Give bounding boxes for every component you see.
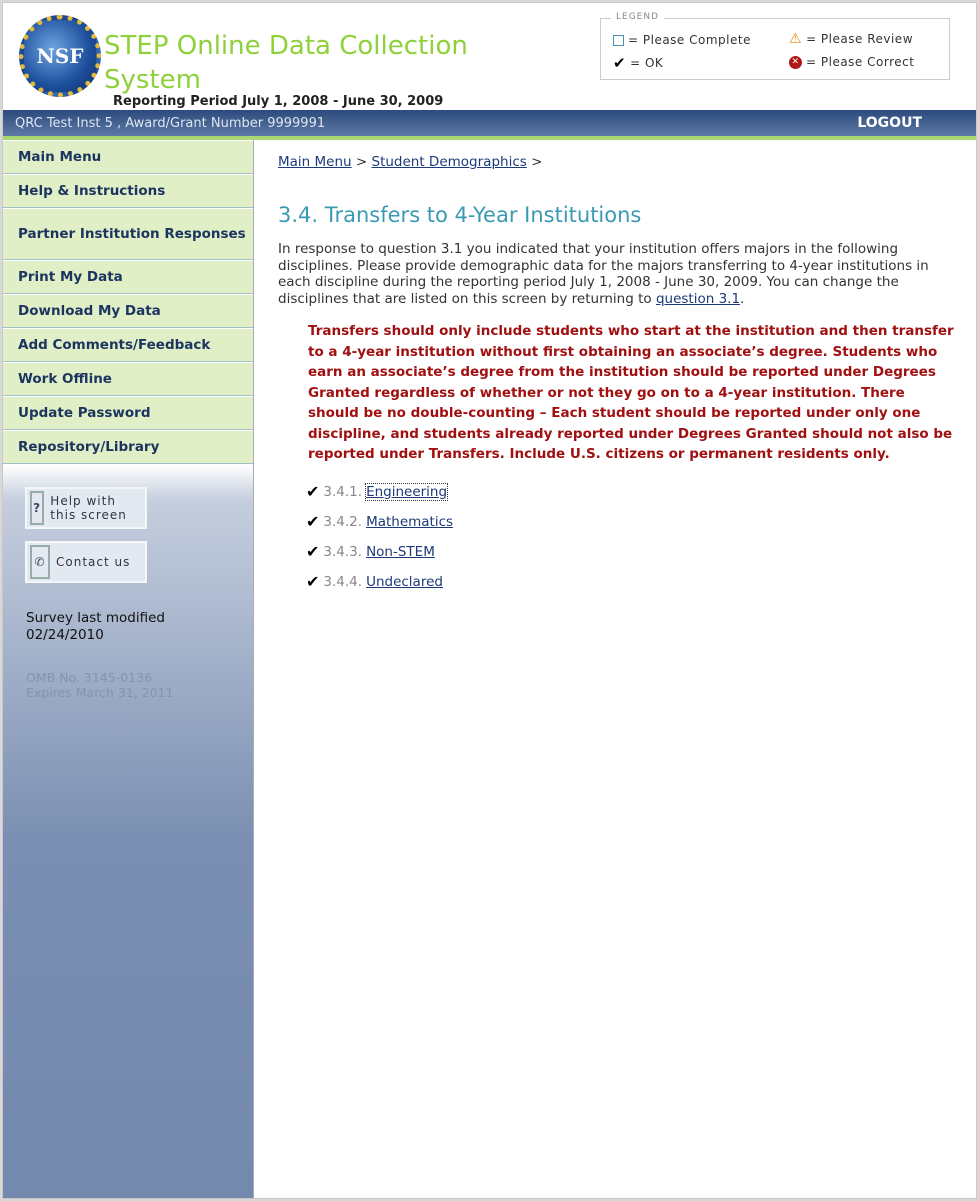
list-item	[306, 477, 958, 507]
header	[3, 3, 976, 111]
legend-review: = Please Review	[806, 32, 914, 46]
sidebar-item-comments[interactable]: Add Comments/Feedback	[3, 328, 253, 362]
legend-ok: = OK	[630, 56, 664, 70]
question-3-1-link[interactable]: question 3.1	[655, 290, 741, 307]
nsf-logo: NSF	[19, 15, 101, 97]
page	[2, 2, 977, 1199]
sidebar-item-main-menu[interactable]: Main Menu	[3, 140, 253, 174]
item-number: 3.4.1.	[323, 483, 363, 500]
contact-us-label: Contact us	[56, 555, 131, 569]
user-info: QRC Test Inst 5 , Award/Grant Number 9999991	[15, 115, 326, 131]
intro-text	[278, 241, 958, 307]
contact-us-button[interactable]	[25, 541, 147, 583]
omb-number: OMB No. 3145-0136	[26, 670, 153, 685]
item-number: 3.4.4.	[323, 573, 363, 590]
item-number: 3.4.3.	[323, 543, 363, 560]
warning-icon: ⚠	[789, 31, 803, 47]
intro-body: In response to question 3.1 you indicated that your institution offers majors in the following disciplines. Please provide demographic data for the majors transferring to 4-year institutions in each discipline during the reporting period July 1, 2008 - June 30, 2009. You can change the disciplines that are listed on this screen by returning to	[278, 241, 929, 307]
breadcrumb-student-demographics[interactable]: Student Demographics	[371, 154, 527, 170]
empty-box-icon	[613, 35, 624, 46]
check-icon: ✔	[306, 482, 320, 501]
check-icon: ✔	[306, 512, 320, 531]
modified-label: Survey last modified	[26, 610, 166, 626]
sidebar	[3, 140, 254, 1198]
check-icon: ✔	[613, 54, 627, 72]
breadcrumb-sep: >	[355, 154, 368, 170]
breadcrumb-sep: >	[531, 154, 543, 170]
list-item	[306, 537, 958, 567]
sidebar-item-partner-responses[interactable]: Partner Institution Responses	[3, 208, 253, 260]
phone-icon: ✆	[30, 545, 50, 579]
modified-date: 02/24/2010	[26, 627, 104, 643]
mathematics-link[interactable]: Mathematics	[366, 513, 454, 530]
legend-correct: = Please Correct	[806, 55, 915, 69]
check-icon: ✔	[306, 572, 320, 591]
help-screen-button[interactable]	[25, 487, 147, 529]
non-stem-link[interactable]: Non-STEM	[366, 543, 435, 560]
logout-button[interactable]: LOGOUT	[857, 115, 922, 131]
list-item	[306, 507, 958, 537]
sidebar-item-help[interactable]: Help & Instructions	[3, 174, 253, 208]
intro-end: .	[740, 290, 745, 307]
app-title: STEP Online Data Collection System	[104, 31, 468, 95]
top-bar	[3, 110, 976, 136]
check-icon: ✔	[306, 542, 320, 561]
legend	[600, 12, 950, 80]
breadcrumb-main-menu[interactable]: Main Menu	[278, 154, 352, 170]
omb-expires: Expires March 31, 2011	[26, 685, 174, 700]
error-icon: ✕	[789, 56, 802, 69]
survey-modified	[26, 610, 165, 644]
page-title: 3.4. Transfers to 4-Year Institutions	[278, 203, 642, 227]
help-screen-label: Help with this screen	[50, 494, 127, 522]
breadcrumb	[278, 154, 958, 170]
question-icon: ?	[30, 491, 44, 525]
discipline-list	[306, 477, 958, 597]
legend-title: LEGEND	[611, 12, 664, 22]
sidebar-item-update-password[interactable]: Update Password	[3, 396, 253, 430]
item-number: 3.4.2.	[323, 513, 363, 530]
omb-info	[26, 670, 174, 700]
sidebar-item-work-offline[interactable]: Work Offline	[3, 362, 253, 396]
undeclared-link[interactable]: Undeclared	[366, 573, 443, 590]
sidebar-item-print[interactable]: Print My Data	[3, 260, 253, 294]
sidebar-item-download[interactable]: Download My Data	[3, 294, 253, 328]
list-item	[306, 567, 958, 597]
engineering-link[interactable]: Engineering	[366, 483, 448, 500]
legend-complete: = Please Complete	[628, 33, 751, 47]
main-content	[278, 140, 958, 597]
warning-text: Transfers should only include students who start at the institution and then transfer to a 4-year institution without first obtaining an associate’s degree. Students who earn an associate’s degree from the institution should be reported under Degrees Granted regardless of whether or not they go on to a 4-year institution. There should be no double-counting – Each student should be reported under only one discipline, and students already reported under Degrees Granted should not also be reported under Transfers. Include U.S. citizens or permanent residents only.	[308, 323, 954, 462]
reporting-period: Reporting Period July 1, 2008 - June 30, 2009	[113, 94, 444, 109]
sidebar-item-repository[interactable]: Repository/Library	[3, 430, 253, 464]
